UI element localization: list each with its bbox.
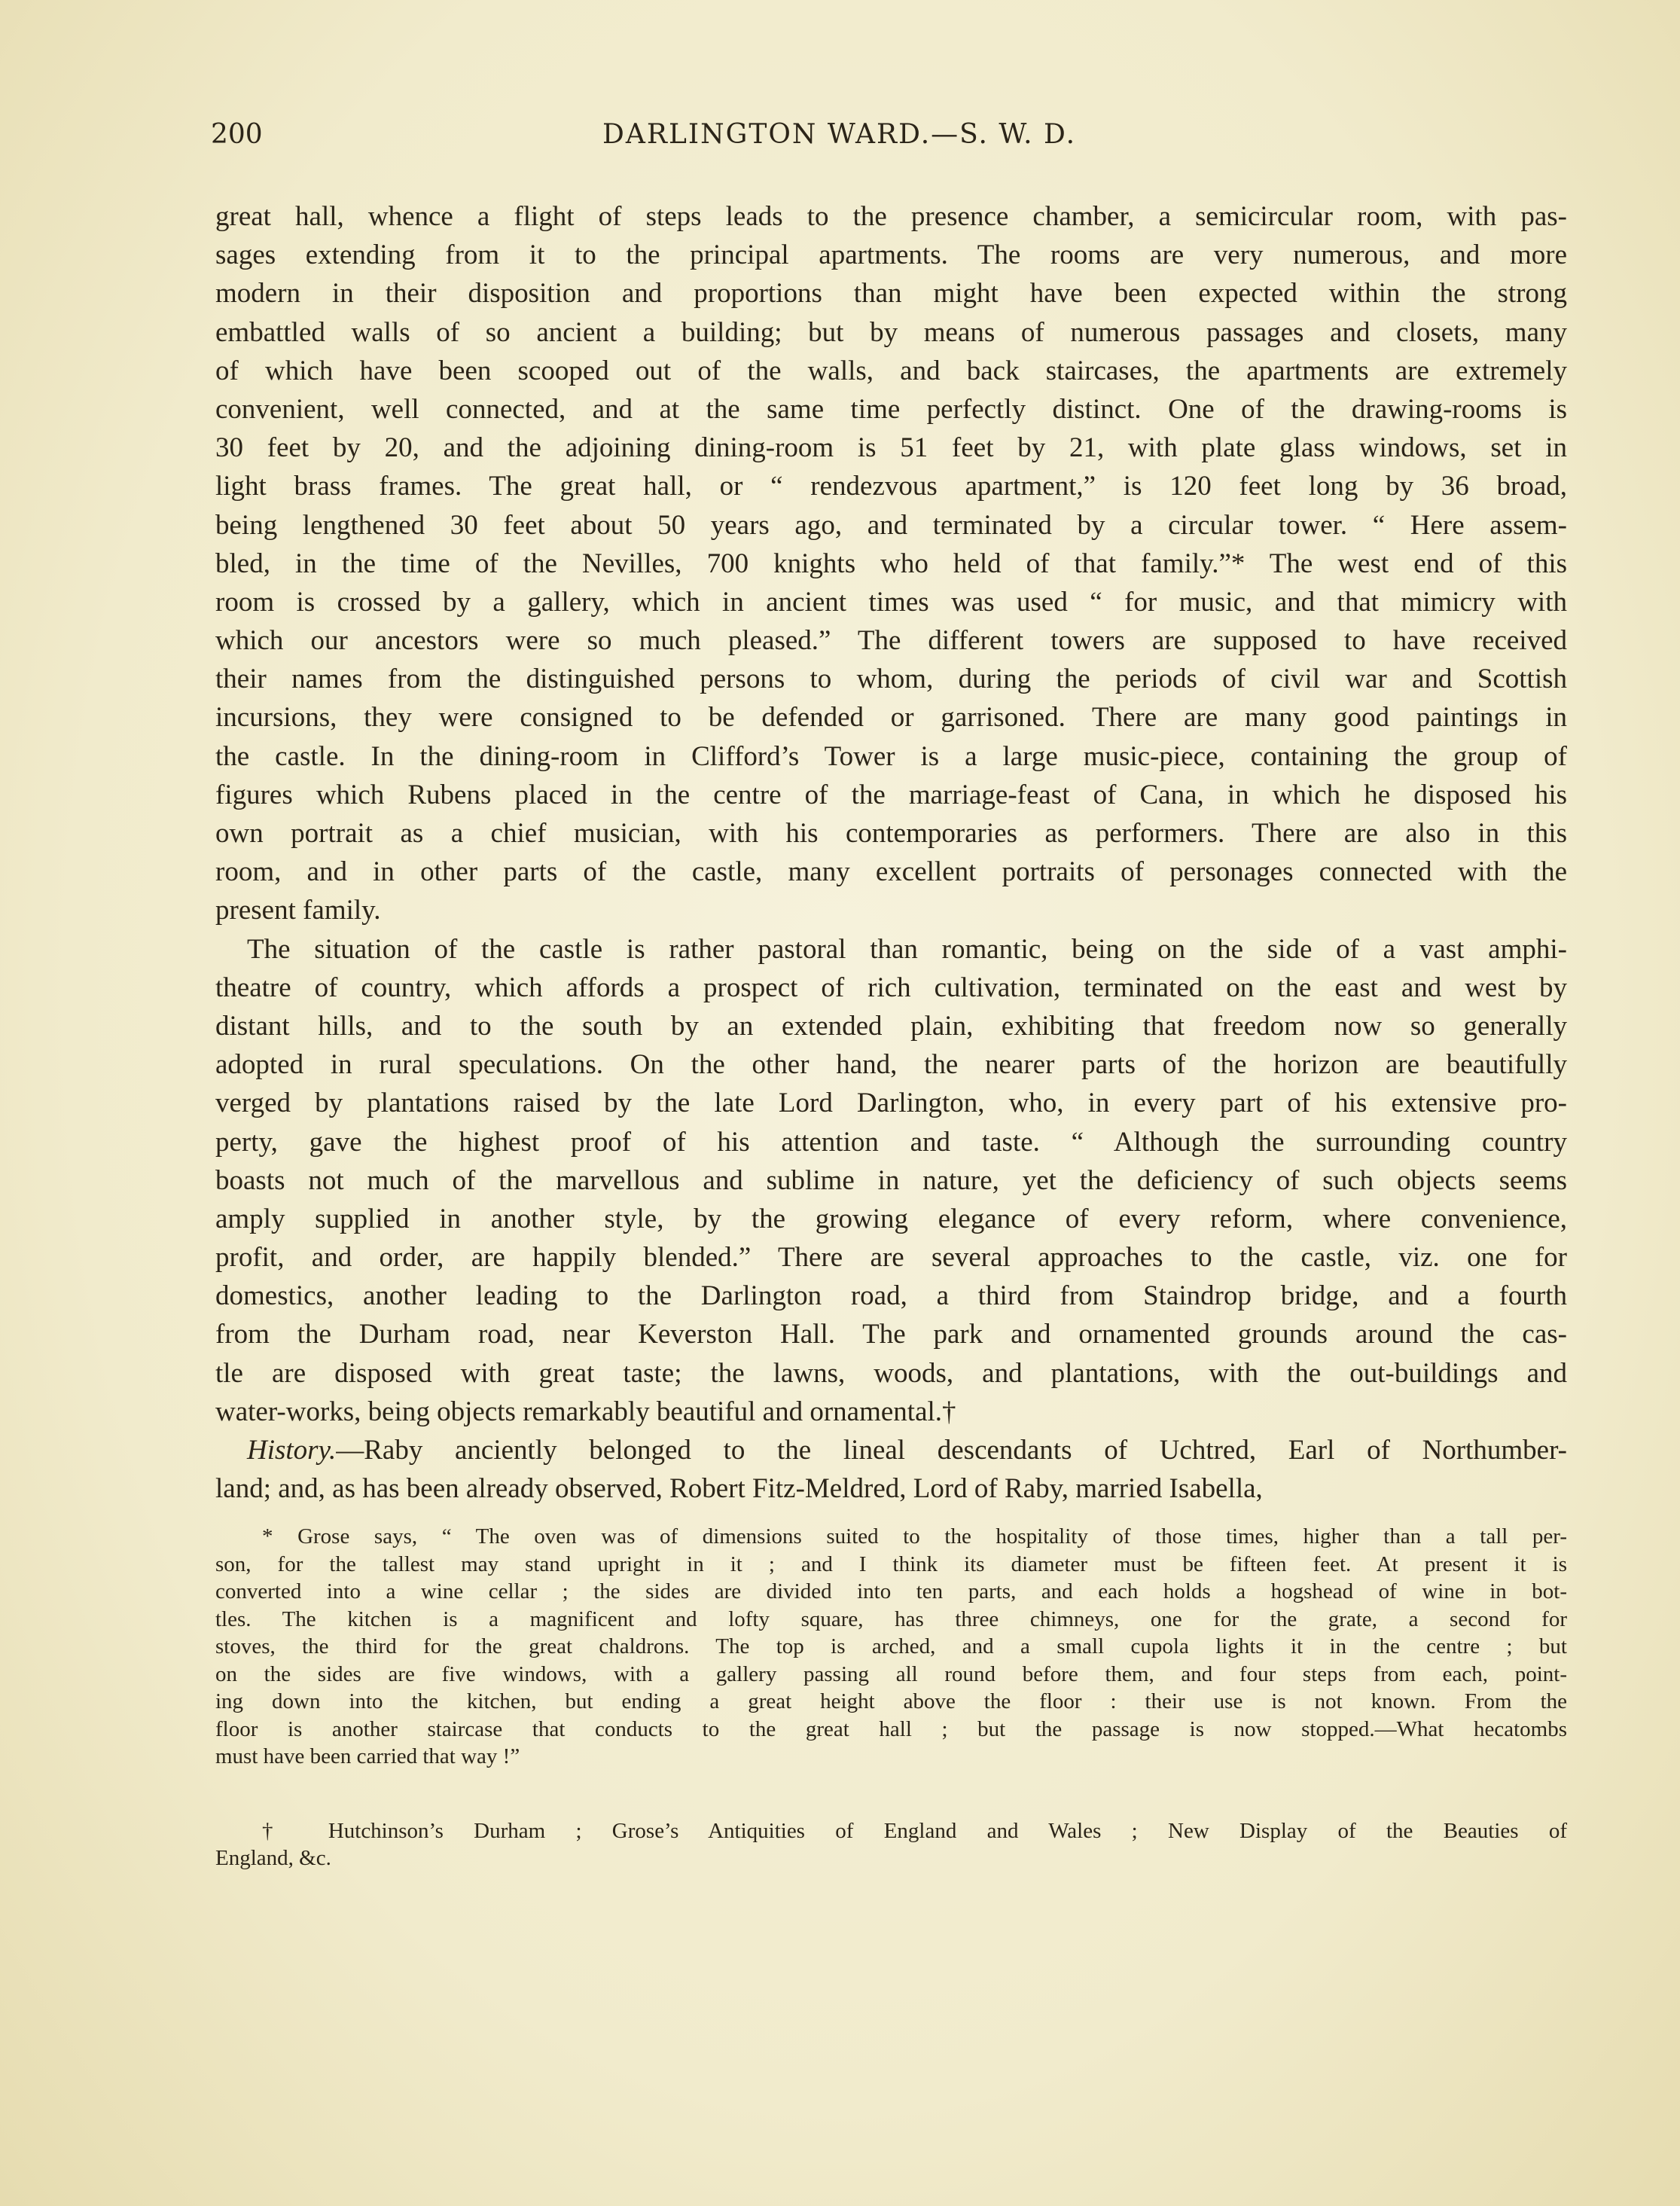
text-line: being lengthened 30 feet about 50 years ago, and terminated by a circular tower. “ Here assem- bbox=[215, 509, 1567, 541]
text-line: of which have been scooped out of the walls, and back staircases, the apartments are extremely bbox=[215, 355, 1567, 386]
footnote-line: England, &c. bbox=[215, 1846, 331, 1870]
page-header bbox=[211, 119, 1566, 157]
text-line-content: —Raby anciently belonged to the lineal descendants of Uchtred, Earl of Northumber- bbox=[336, 1435, 1567, 1466]
footnotes bbox=[215, 1523, 1567, 1872]
text-line: The situation of the castle is rather pastoral than romantic, being on the side of a vast amphi- bbox=[247, 933, 1567, 965]
text-line: perty, gave the highest proof of his attention and taste. “ Although the surrounding country bbox=[215, 1126, 1567, 1158]
paragraph bbox=[215, 930, 1567, 1431]
text-line: land; and, as has been already observed, Robert Fitz-Meldred, Lord of Raby, married Isabella, bbox=[215, 1473, 1263, 1505]
text-line: adopted in rural speculations. On the other hand, the nearer parts of the horizon are beautifully bbox=[215, 1049, 1567, 1081]
text-line: water-works, being objects remarkably beautiful and ornamental.† bbox=[215, 1396, 956, 1427]
text-line: room, and in other parts of the castle, many excellent portraits of personages connected with the bbox=[215, 856, 1567, 888]
footnote-line: son, for the tallest may stand upright in it ; and I think its diameter must be fifteen feet. At present it is bbox=[215, 1552, 1567, 1576]
text-line: bled, in the time of the Nevilles, 700 knights who held of that family.”* The west end of this bbox=[215, 548, 1567, 579]
page-number: 200 bbox=[211, 119, 263, 150]
text-line: 30 feet by 20, and the adjoining dining-room is 51 feet by 21, with plate glass windows, set in bbox=[215, 432, 1567, 464]
text-line: distant hills, and to the south by an extended plain, exhibiting that freedom now so generally bbox=[215, 1010, 1567, 1042]
paragraph bbox=[215, 197, 1567, 930]
text-line: convenient, well connected, and at the same time perfectly distinct. One of the drawing-rooms is bbox=[215, 393, 1567, 425]
text-line: profit, and order, are happily blended.” There are several approaches to the castle, viz. one for bbox=[215, 1242, 1567, 1274]
text-line: verged by plantations raised by the late Lord Darlington, who, in every part of his extensive pro- bbox=[215, 1088, 1567, 1119]
footnote-line: * Grose says, “ The oven was of dimensions suited to the hospitality of those times, higher than a tall per- bbox=[262, 1524, 1567, 1548]
body-text bbox=[215, 197, 1567, 1508]
text-line: figures which Rubens placed in the centre of the marriage-feast of Cana, in which he disposed his bbox=[215, 779, 1567, 810]
paragraph bbox=[215, 1431, 1567, 1508]
text-line: light brass frames. The great hall, or “ rendezvous apartment,” is 120 feet long by 36 broad, bbox=[215, 471, 1567, 502]
text-line: own portrait as a chief musician, with his contemporaries as performers. There are also in this bbox=[215, 818, 1567, 849]
footnote-line: ing down into the kitchen, but ending a great height above the floor : their use is not known. From the bbox=[215, 1689, 1567, 1713]
text-line: modern in their disposition and proportions than might have been expected within the strong bbox=[215, 278, 1567, 310]
text-line: tle are disposed with great taste; the lawns, woods, and plantations, with the out-buildings and bbox=[215, 1357, 1567, 1389]
text-line: theatre of country, which affords a prospect of rich cultivation, terminated on the east and west by bbox=[215, 972, 1567, 1003]
text-line: the castle. In the dining-room in Clifford’s Tower is a large music-piece, containing the group of bbox=[215, 740, 1567, 772]
text-line: which our ancestors were so much pleased.” The different towers are supposed to have received bbox=[215, 625, 1567, 657]
footnote-line: tles. The kitchen is a magnificent and lofty square, has three chimneys, one for the grate, a second for bbox=[215, 1606, 1567, 1631]
text-line: boasts not much of the marvellous and sublime in nature, yet the deficiency of such objects seems bbox=[215, 1164, 1567, 1196]
footnote-line: stoves, the third for the great chaldrons. The top is arched, and a small cupola lights it in the centre ; but bbox=[215, 1634, 1567, 1658]
text-line: sages extending from it to the principal apartments. The rooms are very numerous, and more bbox=[215, 240, 1567, 271]
footnote-gap bbox=[215, 1771, 1567, 1817]
text-line: from the Durham road, near Keverston Hall. The park and ornamented grounds around the cas- bbox=[215, 1319, 1567, 1350]
footnote-line: must have been carried that way !” bbox=[215, 1744, 520, 1768]
footnote-line: converted into a wine cellar ; the sides are divided into ten parts, and each holds a hogshead of wine in bot- bbox=[215, 1579, 1567, 1603]
text-line: room is crossed by a gallery, which in ancient times was used “ for music, and that mimicry with bbox=[215, 586, 1567, 618]
footnote-line: on the sides are five windows, with a gallery passing all round before them, and four steps from each, point- bbox=[215, 1661, 1567, 1686]
text-line: embattled walls of so ancient a building; but by means of numerous passages and closets, many bbox=[215, 316, 1567, 348]
footnote-line: floor is another staircase that conducts to the great hall ; but the passage is now stopped.—What hecatombs bbox=[215, 1716, 1567, 1741]
footnote-line: † Hutchinson’s Durham ; Grose’s Antiquities of England and Wales ; New Display of the Beauties of bbox=[262, 1818, 1567, 1843]
text-line: domestics, another leading to the Darlington road, a third from Staindrop bridge, and a fourth bbox=[215, 1280, 1567, 1312]
text-line: amply supplied in another style, by the growing elegance of every reform, where convenience, bbox=[215, 1203, 1567, 1234]
text-line: incursions, they were consigned to be defended or garrisoned. There are many good paintings in bbox=[215, 702, 1567, 734]
text-line: present family. bbox=[215, 895, 381, 926]
section-heading: History. bbox=[247, 1435, 337, 1466]
footnote bbox=[215, 1523, 1567, 1771]
text-line bbox=[215, 1431, 1567, 1469]
text-line: great hall, whence a flight of steps leads to the presence chamber, a semicircular room, with pas- bbox=[215, 201, 1567, 232]
text-line: their names from the distinguished persons to whom, during the periods of civil war and Scottish bbox=[215, 664, 1567, 695]
running-title: DARLINGTON WARD.—S. W. D. bbox=[602, 119, 1077, 150]
footnote bbox=[215, 1817, 1567, 1872]
